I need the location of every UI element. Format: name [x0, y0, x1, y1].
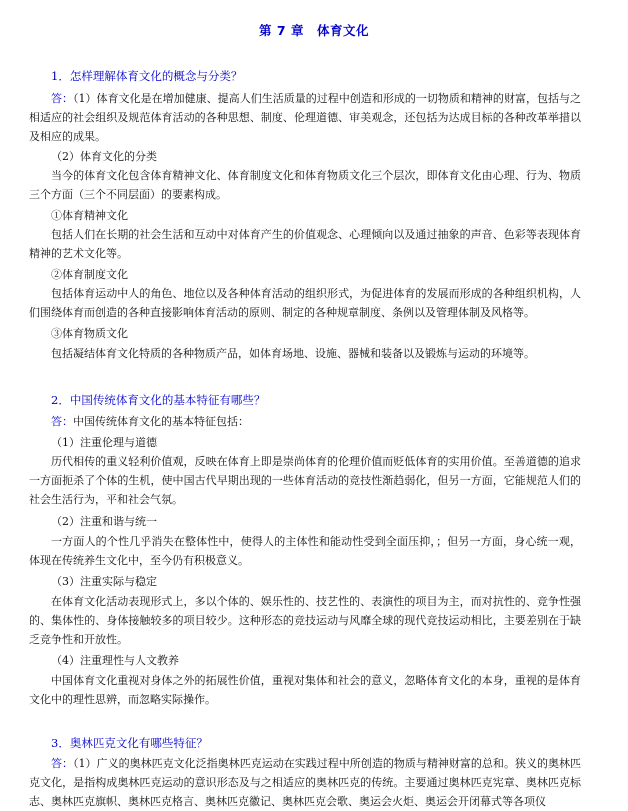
q1-item1-text: 包括人们在长期的社会生活和互动中对体育产生的价值观念、心理倾向以及通过抽象的声音、色彩等表现体育精神的艺术文化等。	[29, 228, 581, 260]
q2-feature2-text: 一方面人的个性几乎消失在整体性中，使得人的主体性和能动性受到全面压抑，；但另一方面，身心统一观，体现在传统养生文化中，至今仍有积极意义。	[29, 535, 581, 567]
question-3: 3．奥林匹克文化有哪些特征？	[51, 736, 208, 750]
q3-answer-paragraph	[29, 754, 581, 811]
question-2: 2．中国传统体育文化的基本特征有哪些？	[51, 393, 266, 407]
q1-sub2-heading: （2）体育文化的分类	[51, 150, 157, 163]
question-1: 1．怎样理解体育文化的概念与分类？	[51, 69, 243, 83]
q2-feature4-text: 中国体育文化重视对身体之外的拓展性价值，重视对集体和社会的意义，忽略体育文化的本身，重视的是体育文化中的理性思辨，而忽略实际操作。	[29, 674, 581, 706]
q1-item3-text: 包括凝结体育文化特质的各种物质产品，如体育场地、设施、器械和装备以及锻炼与运动的环境等。	[51, 347, 535, 360]
q2-feature1-text: 历代相传的重义轻利价值观，反映在体育上即是崇尚体育的伦理价值而贬低体育的实用价值。至善道德的追求一方面扼杀了个体的生机，使中国古代早期出现的一些体育活动的竞技性渐趋弱化，但另一方面，它能规范人们的社会生活行为，平和社会气氛。	[29, 455, 581, 506]
q1-item2-text: 包括体育运动中人的角色、地位以及各种体育活动的组织形式，为促进体育的发展而形成的各种组织机构，人们围绕体育而创造的各种直接影响体育活动的原则、制定的各种规章制度、条例以及管理体制及风格等。	[29, 287, 581, 319]
q2-feature4-heading: （4）注重理性与人文教养	[51, 654, 179, 667]
q2-answer-text: 中国传统体育文化的基本特征包括：	[73, 415, 249, 428]
q1-item3-heading: ③体育物质文化	[51, 327, 128, 340]
answer-lead: 答：	[51, 415, 73, 428]
q3-answer-text: （1）广义的奥林匹克文化泛指奥林匹克运动在实践过程中所创造的物质与精神财富的总和。狭义的奥林匹克文化，是指构成奥林匹克运动的意识形态及与之相适应的奥林匹克的传统。主要通过奥林匹克宪章、奥林匹克标志、奥林匹克旗帜、奥林匹克格言、奥林匹克徽记、奥林匹克会歌、奥运会火炬、奥运会开闭幕式等各项仪	[29, 757, 582, 808]
q2-feature2-heading: （2）注重和谐与统一	[51, 515, 157, 528]
q1-answer-text: （1）体育文化是在增加健康、提高人们生活质量的过程中创造和形成的一切物质和精神的财富，包括与之相适应的社会组织及规范体育活动的各种思想、制度、伦理道德、审美观念，还包括为达成目标的各种改革举措以及相应的成果。	[29, 92, 582, 143]
q1-answer-paragraph	[29, 89, 581, 146]
chapter-title: 第 7 章 体育文化	[259, 23, 369, 38]
q1-sub2-text: 当今的体育文化包含体育精神文化、体育制度文化和体育物质文化三个层次，即体育文化由心理、行为、物质三个方面（三个不同层面）的要素构成。	[29, 169, 581, 201]
q2-feature3-text: 在体育文化活动表现形式上，多以个体的、娱乐性的、技艺性的、表演性的项目为主，而对抗性的、竞争性强的、集体性的、身体接触较多的项目较少。这种形态的竞技运动与风靡全球的现代竞技运动相比，主要差别在于缺乏竞争性和开放性。	[29, 595, 581, 646]
answer-lead: 答：	[51, 92, 74, 105]
q2-feature1-heading: （1）注重伦理与道德	[51, 436, 157, 449]
q2-feature3-heading: （3）注重实际与稳定	[51, 575, 157, 588]
q1-item2-heading: ②体育制度文化	[51, 268, 128, 281]
q1-item1-heading: ①体育精神文化	[51, 209, 128, 222]
q2-answer-paragraph	[29, 412, 581, 431]
answer-lead: 答：	[51, 757, 74, 770]
